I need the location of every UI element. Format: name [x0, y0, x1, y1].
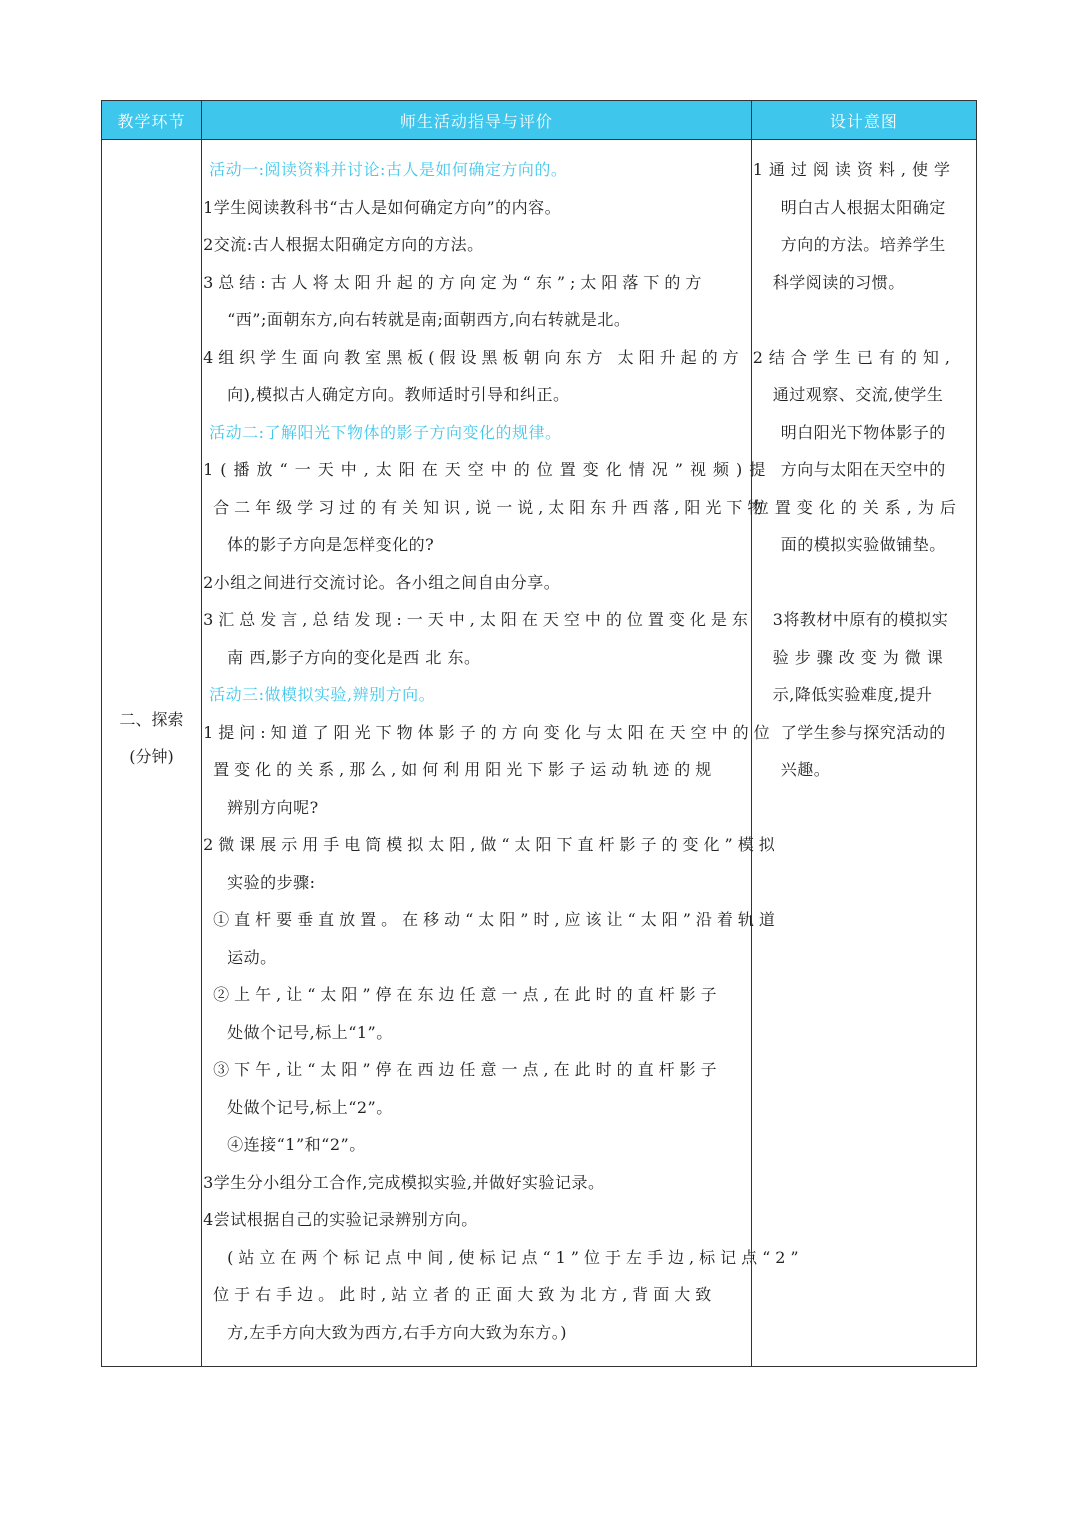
activity-text-line: 1提问:知道了阳光下物体影子的方向变化与太阳在天空中的位 [203, 722, 775, 742]
activity-text-line: 处做个记号,标上“2”。 [227, 1097, 393, 1117]
intent-text-line: 明白古人根据太阳确定 [780, 197, 946, 217]
intent-text-line: 1通过阅读资料,使学 [752, 160, 957, 179]
intent-text-line: 示,降低实验难度,提升 [772, 685, 933, 704]
activity-text-line: 实验的步骤: [227, 872, 316, 892]
intent-spacer [753, 301, 972, 339]
activity-text-line: ①直杆要垂直放置。在移动“太阳”时,应该让“太阳”沿着轨道 [213, 910, 780, 929]
header-teaching-stage: 教学环节 [102, 101, 202, 140]
lesson-plan-table [101, 100, 977, 1367]
activity-text-line: (站立在两个标记点中间,使标记点“1”位于左手边,标记点“2” [227, 1247, 804, 1267]
activity-text-line: 处做个记号,标上“1”。 [227, 1022, 393, 1042]
activity-content [202, 140, 804, 1361]
intent-text-line: 兴趣。 [780, 760, 831, 779]
activity-text-line: 向),模拟古人确定方向。教师适时引导和纠正。 [227, 385, 570, 404]
activity-text-line: 辨别方向呢? [227, 797, 319, 817]
table-row [102, 140, 977, 1367]
stage-label: 二、探索 [119, 709, 184, 729]
activity-cell [202, 140, 804, 1367]
activity-text-line: 2微课展示用手电筒模拟太阳,做“太阳下直杆影子的变化”模拟 [203, 835, 780, 854]
activity-text-line: 方,左手方向大致为西方,右手方向大致为东方。) [227, 1322, 568, 1342]
header-design-intent: 设计意图 [751, 101, 976, 140]
activity-text-line: 4组织学生面向教室黑板(假设黑板朝向东方 太阳升起的方 [203, 347, 744, 367]
stage-cell [102, 140, 202, 1367]
activity-text-line: 置变化的关系,那么,如何利用阳光下影子运动轨迹的规 [213, 760, 717, 779]
activity-text-line: 体的影子方向是怎样变化的? [227, 535, 435, 554]
activity-text-line: 3学生分小组分工合作,完成模拟实验,并做好实验记录。 [203, 1172, 605, 1192]
activity-heading: 活动二:了解阳光下物体的影子方向变化的规律。 [209, 422, 562, 442]
intent-spacer [753, 564, 972, 602]
intent-text-line: 位置变化的关系,为后 [752, 497, 962, 517]
activity-text-line: ④连接“1”和“2”。 [227, 1135, 366, 1154]
intent-text-line: 验步骤改变为微课 [772, 647, 949, 667]
activity-text-line: 2交流:古人根据太阳确定方向的方法。 [203, 235, 484, 254]
activity-text-line: 4尝试根据自己的实验记录辨别方向。 [203, 1210, 478, 1229]
activity-text-line: “西”;面朝东方,向右转就是南;面朝西方,向右转就是北。 [227, 310, 631, 329]
intent-text-line: 方向的方法。培养学生 [780, 235, 946, 254]
activity-text-line: ③下午,让“太阳”停在西边任意一点,在此时的直杆影子 [213, 1060, 722, 1079]
activity-text-line: 3总结:古人将太阳升起的方向定为“东”;太阳落下的方 [203, 272, 707, 292]
intent-text-line: 面的模拟实验做铺垫。 [780, 535, 946, 554]
activity-text-line: 合二年级学习过的有关知识,说一说,太阳东升西落,阳光下物 [213, 497, 769, 517]
intent-text-line: 明白阳光下物体影子的 [780, 422, 946, 442]
header-activity-guidance: 师生活动指导与评价 [202, 101, 752, 140]
activity-text-line: 1(播放“一天中,太阳在天空中的位置变化情况”视频)提 [203, 460, 773, 479]
activity-text-line: ②上午,让“太阳”停在东边任意一点,在此时的直杆影子 [213, 985, 722, 1004]
intent-content [752, 140, 976, 799]
intent-text-line: 通过观察、交流,使学生 [772, 385, 944, 404]
activity-text-line: 南 西,影子方向的变化是西 北 东。 [227, 647, 481, 667]
intent-text-line: 了学生参与探究活动的 [780, 722, 946, 742]
intent-text-line: 2结合学生已有的知, [752, 347, 957, 367]
table-header-row [102, 101, 977, 140]
intent-text-line: 方向与太阳在天空中的 [780, 460, 946, 479]
activity-text-line: 2小组之间进行交流讨论。各小组之间自由分享。 [203, 572, 561, 592]
activity-text-line: 位于右手边。此时,站立者的正面大致为北方,背面大致 [213, 1285, 717, 1304]
intent-text-line: 科学阅读的习惯。 [772, 272, 905, 292]
intent-cell [751, 140, 976, 1367]
activity-text-line: 1学生阅读教科书“古人是如何确定方向”的内容。 [203, 197, 562, 217]
activity-text-line: 运动。 [227, 947, 277, 967]
activity-heading: 活动一:阅读资料并讨论:古人是如何确定方向的。 [209, 160, 568, 179]
activity-text-line: 3汇总发言,总结发现:一天中,太阳在天空中的位置变化是东 [203, 610, 753, 629]
stage-duration: (分钟) [129, 747, 174, 766]
activity-heading: 活动三:做模拟实验,辨别方向。 [209, 685, 436, 704]
intent-text-line: 3将教材中原有的模拟实 [772, 610, 949, 629]
